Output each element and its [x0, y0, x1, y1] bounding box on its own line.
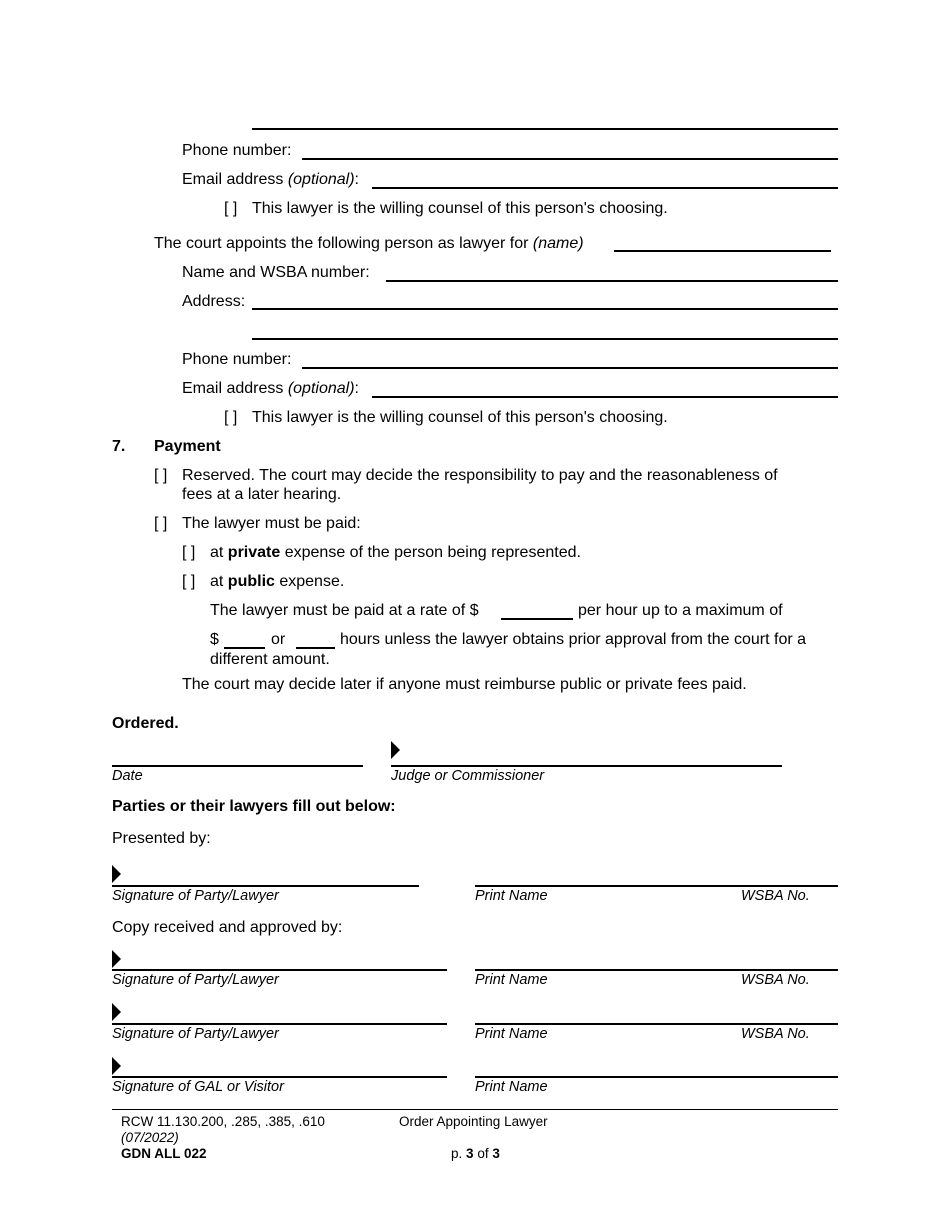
party1-wsba-caption: WSBA No.: [741, 972, 810, 988]
appoint-text-main: The court appoints the following person as lawyer for: [154, 235, 529, 252]
name-wsba-input-line[interactable]: [386, 280, 838, 282]
footer-page-current: 3: [466, 1146, 474, 1161]
sign-here-arrow-icon: [112, 865, 121, 883]
address-input-line[interactable]: [252, 308, 838, 310]
email-colon: :: [354, 171, 359, 188]
party1-signature-caption: Signature of Party/Lawyer: [112, 972, 279, 988]
max-or-text: or: [271, 631, 286, 648]
judge-signature-line[interactable]: [391, 765, 782, 767]
must-be-paid-text: The lawyer must be paid:: [182, 515, 361, 532]
sign-here-arrow-icon: [112, 1057, 121, 1075]
date-caption: Date: [112, 768, 143, 784]
reserved-text-line1: Reserved. The court may decide the responsibility to pay and the reasonableness of: [182, 467, 778, 484]
parties-heading: Parties or their lawyers fill out below:: [112, 798, 396, 815]
max-amount-line[interactable]: [224, 647, 265, 649]
address-line-2[interactable]: [252, 128, 838, 130]
private-post: expense of the person being represented.: [284, 544, 581, 561]
party1-print-name-line[interactable]: [475, 969, 838, 971]
email-input-line[interactable]: [372, 187, 838, 189]
phone-label-2: Phone number:: [182, 351, 292, 368]
reimburse-text: The court may decide later if anyone must reimburse public or private fees paid.: [182, 676, 747, 693]
private-bold: private: [227, 544, 281, 561]
footer-form-id: GDN ALL 022: [121, 1146, 207, 1161]
sign-here-arrow-icon: [112, 950, 121, 968]
gal-signature-caption: Signature of GAL or Visitor: [112, 1079, 284, 1095]
public-bold: public: [227, 573, 275, 590]
max-dollar-sign: $: [210, 631, 219, 648]
email-colon-2: :: [354, 380, 359, 397]
footer-page-of: of: [477, 1146, 489, 1161]
phone-input-line[interactable]: [302, 158, 838, 160]
public-expense-checkbox[interactable]: [ ]: [182, 573, 196, 590]
date-signature-line[interactable]: [112, 765, 363, 767]
footer-date: (07/2022): [121, 1130, 179, 1145]
sign-here-arrow-icon: [112, 1003, 121, 1021]
gal-print-name-caption: Print Name: [475, 1079, 548, 1095]
max-line2-text: different amount.: [210, 651, 330, 668]
appoint-text: [154, 234, 584, 253]
appoint-name-line[interactable]: [614, 250, 831, 252]
email-label-text-2: Email address: [182, 380, 284, 397]
rate-pre-text: The lawyer must be paid at a rate of $: [210, 602, 479, 619]
presenter-signature-line[interactable]: [112, 885, 419, 887]
email-optional-hint: (optional): [287, 171, 355, 188]
name-wsba-label: Name and WSBA number:: [182, 264, 370, 281]
email-label-text: Email address: [182, 171, 284, 188]
presenter-wsba-caption: WSBA No.: [741, 888, 810, 904]
private-expense-checkbox[interactable]: [ ]: [182, 544, 196, 561]
email-optional-hint-2: (optional): [287, 380, 355, 397]
gal-print-name-line[interactable]: [475, 1076, 838, 1078]
must-be-paid-checkbox[interactable]: [ ]: [154, 515, 168, 532]
max-post-text: hours unless the lawyer obtains prior approval from the court for a: [340, 631, 807, 648]
ordered-label: Ordered.: [112, 715, 179, 732]
public-expense-text: [210, 572, 344, 591]
judge-caption: Judge or Commissioner: [391, 768, 545, 784]
party2-wsba-caption: WSBA No.: [741, 1026, 810, 1042]
payment-heading: Payment: [154, 438, 221, 455]
presented-by-label: Presented by:: [112, 830, 211, 847]
email-input-line-2[interactable]: [372, 396, 838, 398]
footer-page-number: [451, 1146, 500, 1162]
footer-divider: [112, 1109, 838, 1110]
phone-input-line-2[interactable]: [302, 367, 838, 369]
presenter-print-name-caption: Print Name: [475, 888, 548, 904]
email-label: [182, 170, 359, 189]
address-input-line-2[interactable]: [252, 338, 838, 340]
private-expense-text: [210, 543, 581, 562]
party1-print-name-caption: Print Name: [475, 972, 548, 988]
presenter-signature-caption: Signature of Party/Lawyer: [112, 888, 279, 904]
public-post: expense.: [279, 573, 345, 590]
rate-post-text: per hour up to a maximum of: [578, 602, 783, 619]
footer-page-prefix: p.: [451, 1146, 463, 1161]
footer-rcw: RCW 11.130.200, .285, .385, .610: [121, 1114, 325, 1129]
party2-print-name-line[interactable]: [475, 1023, 838, 1025]
willing-counsel-text-2: This lawyer is the willing counsel of this person's choosing.: [252, 409, 668, 426]
party2-print-name-caption: Print Name: [475, 1026, 548, 1042]
sign-here-arrow-icon: [391, 741, 400, 759]
reserved-checkbox[interactable]: [ ]: [154, 467, 168, 484]
public-pre: at: [210, 573, 224, 590]
copy-received-label: Copy received and approved by:: [112, 919, 343, 936]
gal-signature-line[interactable]: [112, 1076, 447, 1078]
email-label-2: [182, 379, 359, 398]
reserved-text-line2: fees at a later hearing.: [182, 486, 342, 503]
appoint-name-hint: (name): [532, 235, 584, 252]
private-pre: at: [210, 544, 224, 561]
address-label: Address:: [182, 293, 246, 310]
willing-counsel-checkbox[interactable]: [ ]: [224, 200, 238, 217]
section-number: 7.: [112, 438, 126, 455]
max-hours-line[interactable]: [296, 647, 335, 649]
phone-label: Phone number:: [182, 142, 292, 159]
footer-page-total: 3: [492, 1146, 500, 1161]
presenter-print-name-line[interactable]: [475, 885, 838, 887]
willing-counsel-text: This lawyer is the willing counsel of this person's choosing.: [252, 200, 668, 217]
footer-title: Order Appointing Lawyer: [399, 1114, 548, 1129]
party2-signature-line[interactable]: [112, 1023, 447, 1025]
willing-counsel-checkbox-2[interactable]: [ ]: [224, 409, 238, 426]
hourly-rate-line[interactable]: [501, 618, 573, 620]
party1-signature-line[interactable]: [112, 969, 447, 971]
party2-signature-caption: Signature of Party/Lawyer: [112, 1026, 279, 1042]
